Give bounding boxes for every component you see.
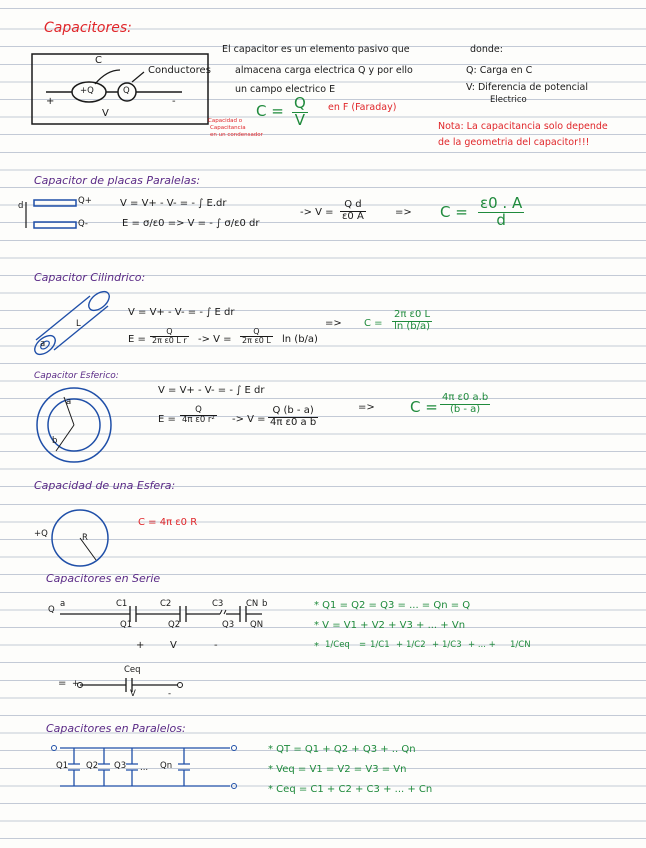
cyl-v-log: ln (b/a) [282, 334, 318, 345]
series-equiv-eq: = [58, 678, 67, 689]
parallel-label-q1: Q1 [56, 761, 69, 771]
cyl-e-num: Q [150, 328, 189, 337]
section-title-paralelo: Capacitores en Paralelos: [46, 722, 186, 735]
sph-c-num: 4π ε0 a.b [442, 392, 489, 403]
series-eq-3-term-0: 1/Ceq [325, 640, 350, 650]
series-eq-2: * V = V1 + V2 + V3 + ... + Vn [314, 620, 466, 631]
capacidad-note-2: Capacitancia [210, 125, 246, 131]
parallel-eq-3: * Ceq = C1 + C2 + C3 + ... + Cn [268, 784, 433, 795]
sphere-label-q: +Q [34, 529, 48, 539]
series-plus: + [136, 640, 145, 651]
series-eq-3-term-3: + [396, 640, 404, 650]
section-title-esferico: Capacitor Esferico: [34, 371, 119, 381]
series-label-c3: C3 [212, 599, 224, 609]
plates-v-result-den: ε0 A [342, 210, 364, 222]
sph-arrow: => [358, 402, 375, 413]
v-definition-2: Electrico [490, 95, 527, 105]
capacitance-formula-num: Q [294, 94, 306, 112]
cyl-e-lhs: E = [128, 334, 146, 345]
spherical-capacitor-diagram [34, 385, 114, 465]
sph-v-fraction [268, 406, 318, 428]
plates-arrow: => [395, 207, 412, 218]
series-minus: - [214, 640, 218, 651]
desc-line-2: almacena carga electrica Q y por ello [235, 65, 413, 76]
sph-v-lhs: -> V = [232, 414, 266, 425]
cyl-label-a: a [40, 339, 46, 349]
series-eq-3-term-8: 1/CN [510, 640, 531, 650]
sph-e-fraction [180, 406, 217, 425]
sph-v-den: 4π ε0 a b [270, 416, 317, 428]
cyl-e-fraction [150, 328, 189, 346]
v-definition-1: V: Diferencia de potencial [466, 82, 589, 93]
plates-c-lhs: C = [440, 203, 468, 221]
cyl-e-den: 2π ε0 L r [152, 336, 187, 346]
series-eq-3-term-4: 1/C2 [406, 640, 426, 650]
series-label-q1: Q1 [120, 620, 133, 630]
series-equiv-minus: - [168, 689, 172, 699]
sph-c-fraction [440, 393, 490, 415]
section-title-placas: Capacitor de placas Paralelas: [34, 174, 201, 187]
plates-v-result-fraction [340, 200, 366, 222]
sph-e-den: 4π ε0 r² [182, 414, 215, 425]
cyl-c-fraction [392, 310, 432, 332]
series-label-qn: QN [250, 620, 264, 630]
series-label-q: Q [48, 605, 55, 615]
plates-label-d: d [18, 201, 24, 211]
series-label-a: a [60, 599, 66, 609]
sphere-formula: C = 4π ε0 R [138, 517, 198, 528]
section-title-capacitores: Capacitores: [44, 20, 132, 36]
series-label-cn: CN [246, 599, 259, 609]
series-label-q2: Q2 [168, 620, 181, 630]
capacitance-unit: en F (Faraday) [328, 102, 397, 113]
nota-line-2: de la geometria del capacitor!!! [438, 137, 590, 148]
parallel-eq-2: * Veq = V1 = V2 = V3 = Vn [268, 764, 407, 775]
q-definition: Q: Carga en C [466, 65, 533, 76]
cyl-v-equation: V = V+ - V- = - ∫ E dr [128, 307, 235, 318]
plates-e-equation: E = σ/ε0 => V = - ∫ σ/ε0 dr [122, 218, 260, 229]
cyl-label-l: L [76, 319, 81, 329]
plates-c-fraction [478, 196, 524, 229]
section-title-esfera: Capacidad de una Esfera: [34, 479, 176, 492]
plates-label-q-minus: Q- [78, 219, 88, 229]
cyl-c-den: ln (b/a) [394, 320, 431, 332]
series-equiv-plus: + [72, 679, 80, 689]
plates-label-q-plus: Q+ [78, 196, 92, 206]
series-label-q3: Q3 [222, 620, 235, 630]
series-v: V [170, 640, 177, 651]
parallel-label-qn: Qn [160, 761, 173, 771]
sphere-diagram [50, 508, 110, 568]
plates-v-result-num: Q d [340, 200, 366, 212]
parallel-label-q2: Q2 [86, 761, 99, 771]
sph-label-a: a [66, 397, 72, 407]
series-eq-3-term-2: 1/C1 [370, 640, 390, 650]
sph-v-equation: V = V+ - V- = - ∫ E dr [158, 385, 265, 396]
sph-e-num: Q [180, 406, 217, 416]
capacidad-note-3: en un condensador [210, 132, 263, 138]
sph-label-b: b [52, 436, 58, 446]
diagram-label-plus: + [46, 96, 55, 107]
cyl-c-lhs: C = [364, 318, 383, 329]
section-title-serie: Capacitores en Serie [46, 572, 161, 585]
diagram-label-plus-q: +Q [80, 86, 94, 96]
cylindrical-capacitor-diagram [22, 290, 117, 352]
series-equiv-label: Ceq [124, 665, 141, 675]
series-label-b: b [262, 599, 268, 609]
sphere-label-r: R [82, 533, 88, 543]
plates-c-num: ε0 . A [480, 194, 523, 212]
series-eq-3-term-5: + [432, 640, 440, 650]
diagram-label-minus-q: Q [123, 86, 130, 96]
series-equiv-v: V [130, 689, 136, 699]
series-label-c1: C1 [116, 599, 128, 609]
parallel-dots: ... [140, 763, 149, 773]
sph-c-lhs: C = [410, 398, 438, 416]
capacidad-note-1: Capacidad o [208, 118, 243, 124]
cyl-v-fraction [240, 328, 273, 346]
cyl-v-lhs: -> V = [198, 334, 232, 345]
diagram-label-v: V [102, 108, 109, 119]
sph-v-num: Q (b - a) [268, 406, 318, 418]
plates-v-result-lhs: -> V = [300, 207, 334, 218]
cyl-v-den: 2π ε0 L [242, 336, 271, 346]
series-eq-3-prefix: * [314, 641, 319, 652]
capacitance-formula-fraction [292, 96, 308, 129]
series-eq-3-term-1: = [359, 640, 367, 650]
desc-line-3: un campo electrico E [235, 84, 336, 95]
series-label-c2: C2 [160, 599, 172, 609]
sph-e-lhs: E = [158, 414, 176, 425]
section-title-cilindrico: Capacitor Cilindrico: [34, 271, 146, 284]
parallel-eq-1: * QT = Q1 + Q2 + Q3 + .. Qn [268, 744, 416, 755]
cyl-arrow: => [325, 318, 342, 329]
cyl-c-num: 2π ε0 L [394, 309, 431, 320]
capacitance-formula-lhs: C = [256, 102, 284, 120]
nota-line-1: Nota: La capacitancia solo depende [438, 121, 608, 132]
parallel-label-q3: Q3 [114, 761, 127, 771]
desc-line-1: El capacitor es un elemento pasivo que [222, 44, 410, 55]
sph-c-den: (b - a) [449, 403, 481, 415]
plates-c-den: d [496, 210, 506, 229]
diagram-label-c: C [95, 55, 102, 66]
diagram-label-conductores: Conductores [148, 65, 211, 76]
diagram-label-minus: - [172, 96, 176, 107]
series-eq-3-term-6: 1/C3 [442, 640, 462, 650]
cyl-v-num: Q [240, 328, 273, 337]
series-eq-1: * Q1 = Q2 = Q3 = ... = Qn = Q [314, 600, 471, 611]
donde-label: donde: [470, 44, 503, 55]
plates-v-equation: V = V+ - V- = - ∫ E.dr [120, 198, 227, 209]
series-eq-3-term-7: + ... + [468, 640, 496, 650]
capacitance-formula-den: V [294, 110, 306, 129]
